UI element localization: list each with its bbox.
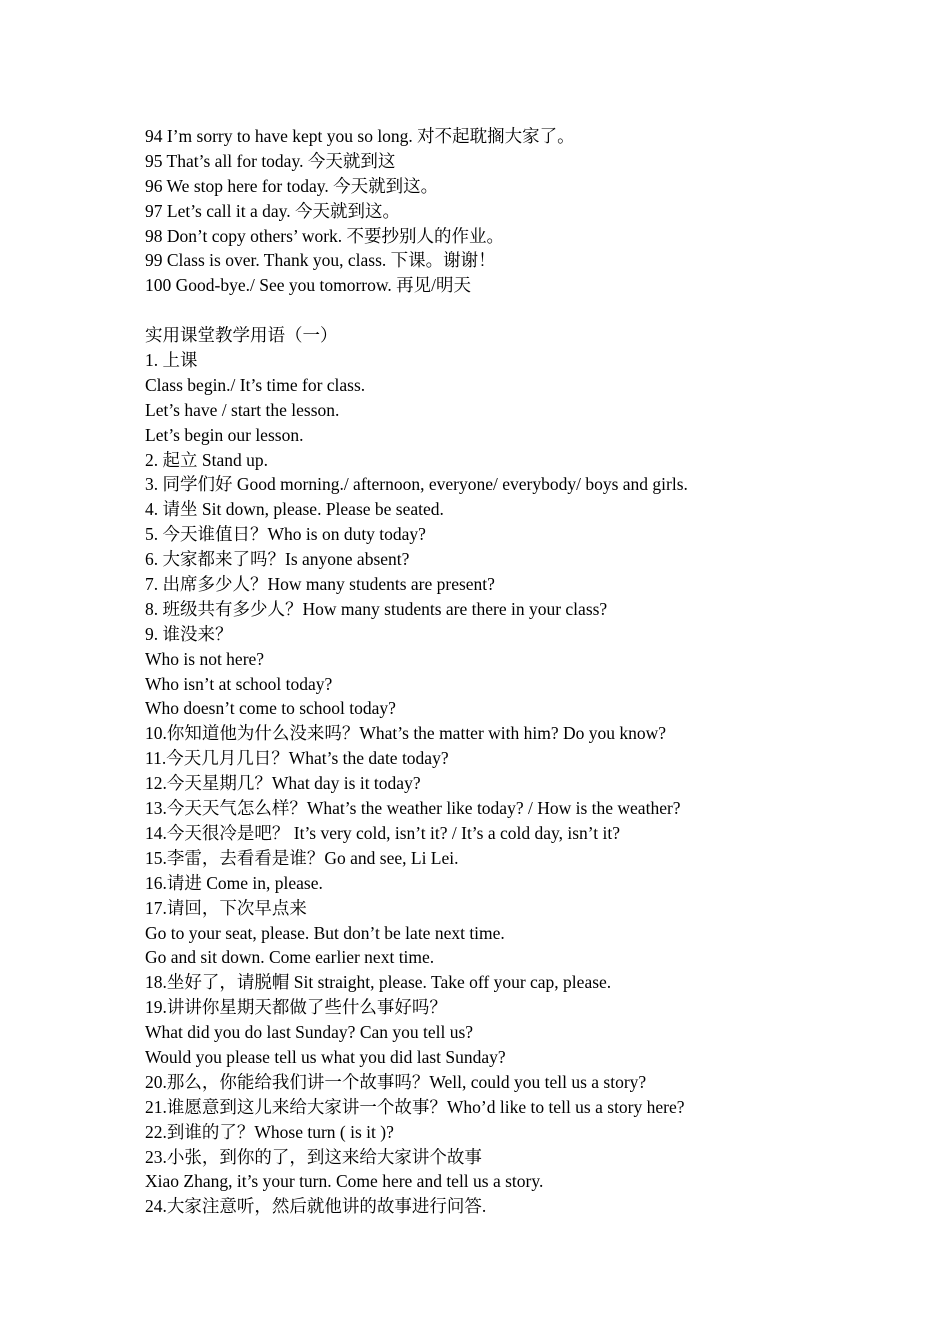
blank-line bbox=[145, 298, 845, 323]
text-line: 100 Good-bye./ See you tomorrow. 再见/明天 bbox=[145, 275, 471, 296]
text-line: 10.你知道他为什么没来吗？What’s the matter with him? Do you know? bbox=[145, 723, 667, 744]
text-line: 98 Don’t copy others’ work. 不要抄别人的作业。 bbox=[145, 225, 505, 246]
text-line: Who doesn’t come to school today? bbox=[145, 698, 396, 719]
phrase-list-main bbox=[145, 348, 845, 1219]
text-line: Go and sit down. Come earlier next time. bbox=[145, 947, 435, 968]
text-line: 96 We stop here for today. 今天就到这。 bbox=[145, 175, 439, 196]
text-line: 9. 谁没来？ bbox=[145, 623, 233, 644]
text-line: Who is not here? bbox=[145, 648, 265, 669]
text-line: 13.今天天气怎么样？What’s the weather like today? / How is the weather? bbox=[145, 798, 681, 819]
text-line: 6. 大家都来了吗？Is anyone absent? bbox=[145, 549, 410, 570]
text-line: 95 That’s all for today. 今天就到这 bbox=[145, 150, 396, 171]
text-line: Let’s have / start the lesson. bbox=[145, 399, 340, 420]
text-line: 19.讲讲你星期天都做了些什么事好吗？ bbox=[145, 997, 447, 1018]
text-line: 21.谁愿意到这儿来给大家讲一个故事？Who’d like to tell us a story here? bbox=[145, 1096, 685, 1117]
text-line: 99 Class is over. Thank you, class. 下课。谢谢！ bbox=[145, 250, 496, 271]
text-line: Who isn’t at school today? bbox=[145, 673, 333, 694]
text-line: What did you do last Sunday? Can you tell us? bbox=[145, 1022, 474, 1043]
phrase-list-top bbox=[145, 124, 845, 298]
text-line: 7. 出席多少人？How many students are present? bbox=[145, 574, 495, 595]
text-line: 1. 上课 bbox=[145, 350, 198, 371]
text-line: 2. 起立 Stand up. bbox=[145, 449, 268, 470]
text-line: Class begin./ It’s time for class. bbox=[145, 374, 366, 395]
text-line: 14.今天很冷是吧？ It’s very cold, isn’t it? / It’s a cold day, isn’t it? bbox=[145, 822, 621, 843]
text-line: 24.大家注意听，然后就他讲的故事进行问答. bbox=[145, 1196, 487, 1217]
text-line: 16.请进 Come in, please. bbox=[145, 872, 323, 893]
text-line: 18.坐好了，请脱帽 Sit straight, please. Take off your cap, please. bbox=[145, 972, 612, 993]
text-line: Let’s begin our lesson. bbox=[145, 424, 304, 445]
text-line: 22.到谁的了？Whose turn ( is it )? bbox=[145, 1121, 394, 1142]
text-line: 15.李雷，去看看是谁？Go and see, Li Lei. bbox=[145, 847, 459, 868]
text-line: 97 Let’s call it a day. 今天就到这。 bbox=[145, 200, 400, 221]
text-line: 23.小张，到你的了，到这来给大家讲个故事 bbox=[145, 1146, 482, 1167]
text-line: 8. 班级共有多少人？How many students are there in your class? bbox=[145, 598, 608, 619]
text-line: 3. 同学们好 Good morning./ afternoon, everyone/ everybody/ boys and girls. bbox=[145, 474, 688, 495]
text-line: 94 I’m sorry to have kept you so long. 对不起耽搁大家了。 bbox=[145, 126, 575, 146]
text-line: 4. 请坐 Sit down, please. Please be seated. bbox=[145, 499, 444, 520]
text-line: Go to your seat, please. But don’t be late next time. bbox=[145, 922, 505, 943]
section-title: 实用课堂教学用语（一） bbox=[145, 325, 338, 346]
text-line: 11.今天几月几日？What’s the date today? bbox=[145, 748, 449, 769]
text-line: Would you please tell us what you did last Sunday? bbox=[145, 1046, 506, 1067]
text-line: 17.请回，下次早点来 bbox=[145, 897, 307, 918]
text-line: 5. 今天谁值日？Who is on duty today? bbox=[145, 524, 426, 545]
text-line: 20.那么，你能给我们讲一个故事吗？Well, could you tell us a story? bbox=[145, 1071, 647, 1092]
text-line: Xiao Zhang, it’s your turn. Come here and tell us a story. bbox=[145, 1171, 544, 1192]
text-line: 12.今天星期几？What day is it today? bbox=[145, 773, 421, 794]
document-body bbox=[145, 124, 845, 1219]
